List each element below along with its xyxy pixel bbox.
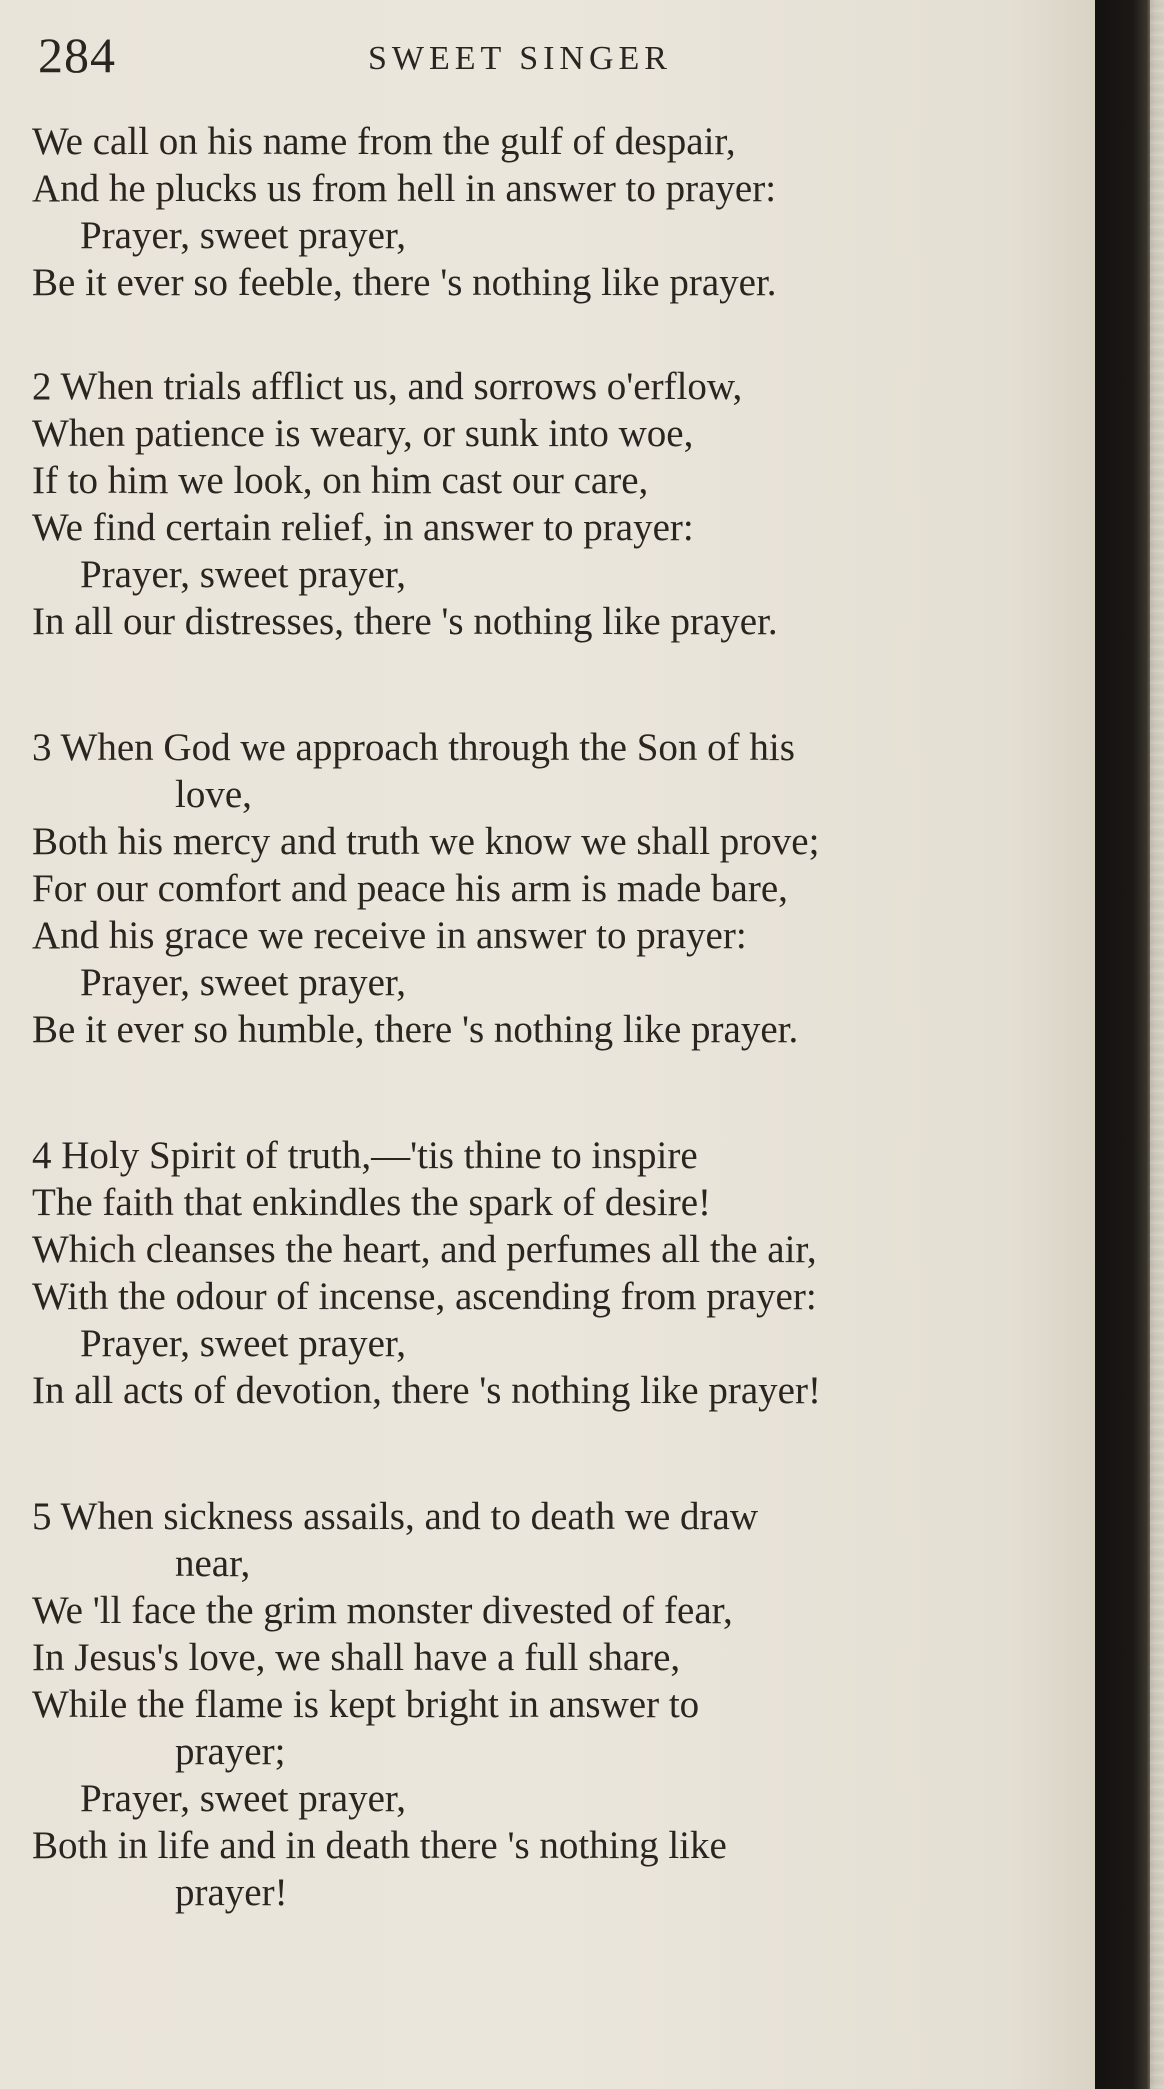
verse-line: Both his mercy and truth we know we shall prove; xyxy=(32,820,820,863)
page-number: 284 xyxy=(38,27,116,83)
verse-line: Both in life and in death there 's nothing like xyxy=(32,1824,727,1867)
verse-line-continuation: prayer! xyxy=(175,1871,288,1914)
verse-line: Which cleanses the heart, and perfumes all the air, xyxy=(32,1228,817,1271)
refrain-line: Prayer, sweet prayer, xyxy=(80,961,407,1004)
stanza-gap xyxy=(32,306,1084,363)
verse-line: Be it ever so feeble, there 's nothing like prayer. xyxy=(32,261,777,304)
verse-line: And he plucks us from hell in answer to prayer: xyxy=(32,167,777,210)
page-edges xyxy=(1150,0,1164,2089)
verse-line: While the flame is kept bright in answer to xyxy=(32,1683,700,1726)
verse-line: 5 When sickness assails, and to death we draw xyxy=(32,1495,759,1538)
stanza-2 xyxy=(32,363,1084,645)
refrain-line: Prayer, sweet prayer, xyxy=(80,553,407,596)
refrain-line: Prayer, sweet prayer, xyxy=(80,214,407,257)
verse-line: In all acts of devotion, there 's nothing like prayer! xyxy=(32,1369,821,1412)
verse-line: The faith that enkindles the spark of desire! xyxy=(32,1181,712,1224)
verse-line: In Jesus's love, we shall have a full share, xyxy=(32,1636,681,1679)
verse-line: Be it ever so humble, there 's nothing like prayer. xyxy=(32,1008,799,1051)
stanza-gap xyxy=(32,1414,1084,1493)
verse-line: We call on his name from the gulf of despair, xyxy=(32,120,736,163)
verse-line: With the odour of incense, ascending from prayer: xyxy=(32,1275,817,1318)
stanza-continuation xyxy=(32,118,1084,306)
page-header xyxy=(38,22,1078,92)
refrain-line: Prayer, sweet prayer, xyxy=(80,1777,407,1820)
verse-line-continuation: near, xyxy=(175,1542,251,1585)
verse-line: When patience is weary, or sunk into woe, xyxy=(32,412,694,455)
verse-line: We find certain relief, in answer to prayer: xyxy=(32,506,694,549)
verse-line: 3 When God we approach through the Son of his xyxy=(32,726,795,769)
verse-line: And his grace we receive in answer to prayer: xyxy=(32,914,747,957)
stanza-gap xyxy=(32,645,1084,724)
verse-line: In all our distresses, there 's nothing like prayer. xyxy=(32,600,778,643)
verse-line: 2 When trials afflict us, and sorrows o'erflow, xyxy=(32,365,743,408)
hymn-text xyxy=(32,118,1084,1916)
verse-line-continuation: prayer; xyxy=(175,1730,286,1773)
stanza-3 xyxy=(32,724,1084,1053)
running-head: SWEET SINGER xyxy=(368,40,672,77)
verse-line: We 'll face the grim monster divested of fear, xyxy=(32,1589,733,1632)
stanza-4 xyxy=(32,1132,1084,1414)
verse-line-continuation: love, xyxy=(175,773,252,816)
refrain-line: Prayer, sweet prayer, xyxy=(80,1322,407,1365)
stanza-5 xyxy=(32,1493,1084,1916)
stanza-gap xyxy=(32,1053,1084,1132)
verse-line: If to him we look, on him cast our care, xyxy=(32,459,649,502)
verse-line: 4 Holy Spirit of truth,—'tis thine to inspire xyxy=(32,1134,698,1177)
verse-line: For our comfort and peace his arm is made bare, xyxy=(32,867,788,910)
